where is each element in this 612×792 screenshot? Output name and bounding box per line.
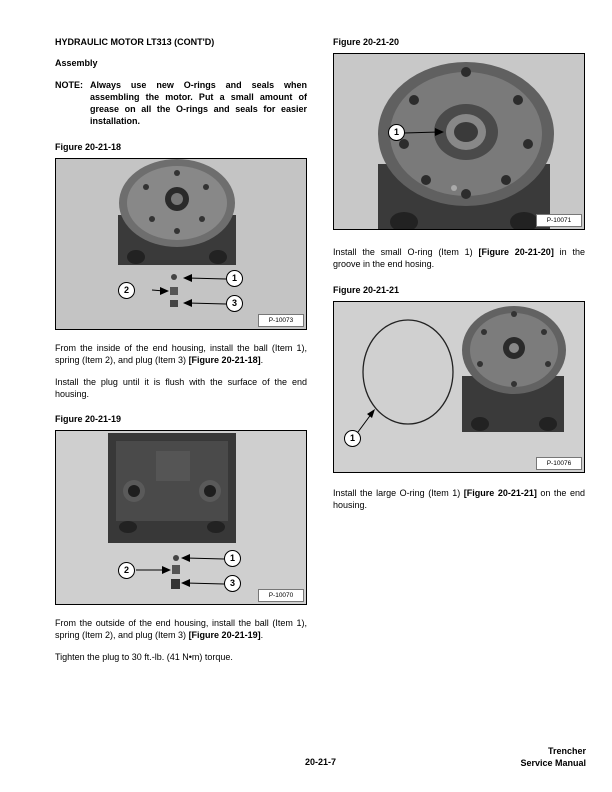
footer-manual-title: [520, 745, 586, 769]
figure-20-photo-number: P-10071: [536, 214, 582, 227]
figure-20-image: [334, 54, 585, 230]
callout-1: 1: [226, 270, 243, 287]
figure-20-label: Figure 20-21-20: [333, 37, 400, 47]
figure-18-photo-number: P-10073: [258, 314, 304, 327]
figure-21-image: [334, 302, 585, 473]
footer-title-line-2: Service Manual: [520, 758, 586, 768]
figure-18-label: Figure 20-21-18: [55, 142, 122, 152]
assembly-subheading: Assembly: [55, 58, 98, 68]
figure-19-photo-number: P-10070: [258, 589, 304, 602]
figure-20-reference: [Figure 20-21-20]: [478, 247, 554, 257]
callout-1: 1: [344, 430, 361, 447]
note-text: Always use new O-rings and seals when assembling the motor. Put a small amount of grease on all the O-rings and seals for easier installation.: [90, 80, 307, 126]
paragraph-small-oring: [333, 246, 585, 270]
paragraph-outside-end: .: [260, 630, 264, 640]
figure-19-reference: [Figure 20-21-19]: [188, 630, 261, 640]
figure-18-image: [56, 159, 307, 330]
paragraph-torque: Tighten the plug to 30 ft.-lb. (41 N•m) torque.: [55, 652, 233, 662]
note-label: NOTE:: [55, 80, 83, 90]
figure-20-photo: [333, 53, 585, 230]
figure-19-photo: [55, 430, 307, 605]
figure-21-photo-number: P-10076: [536, 457, 582, 470]
paragraph-small-oring-end: in the groove in the end hosing.: [333, 247, 585, 269]
callout-1: 1: [388, 124, 405, 141]
paragraph-inside-install: [55, 342, 307, 366]
footer-title-line-1: Trencher: [547, 746, 586, 756]
paragraph-inside-text: From the inside of the end housing, install the ball (Item 1), spring (Item 2), and plug (Item 3): [55, 343, 307, 365]
paragraph-outside-install: [55, 617, 307, 641]
figure-19-label: Figure 20-21-19: [55, 414, 122, 424]
paragraph-outside-text: From the outside of the end housing, install the ball (Item 1), spring (Item 2), and plug (Item 3): [55, 618, 307, 640]
paragraph-small-oring-text: Install the small O-ring (Item 1): [333, 247, 479, 257]
right-column: [333, 36, 585, 511]
paragraph-inside-end: .: [260, 355, 264, 365]
callout-3: 3: [226, 295, 243, 312]
page-number: 20-21-7: [305, 757, 337, 767]
figure-18-reference: [Figure 20-21-18]: [188, 355, 261, 365]
figure-21-label: Figure 20-21-21: [333, 285, 400, 295]
figure-21-reference: [Figure 20-21-21]: [463, 488, 537, 498]
callout-2: 2: [118, 282, 135, 299]
figure-18-photo: [55, 158, 307, 330]
callout-2: 2: [118, 562, 135, 579]
paragraph-large-oring-text: Install the large O-ring (Item 1): [333, 488, 464, 498]
callout-1: 1: [224, 550, 241, 567]
callout-3: 3: [224, 575, 241, 592]
paragraph-large-oring-end: on the end housing.: [333, 488, 585, 510]
figure-19-image: [56, 431, 307, 605]
note-block: [55, 79, 307, 127]
figure-21-photo: [333, 301, 585, 473]
left-column: [55, 36, 307, 663]
paragraph-plug-flush: Install the plug until it is flush with the surface of the end housing.: [55, 377, 307, 399]
paragraph-large-oring: [333, 487, 585, 511]
section-heading: HYDRAULIC MOTOR LT313 (CONT'D): [55, 37, 215, 47]
